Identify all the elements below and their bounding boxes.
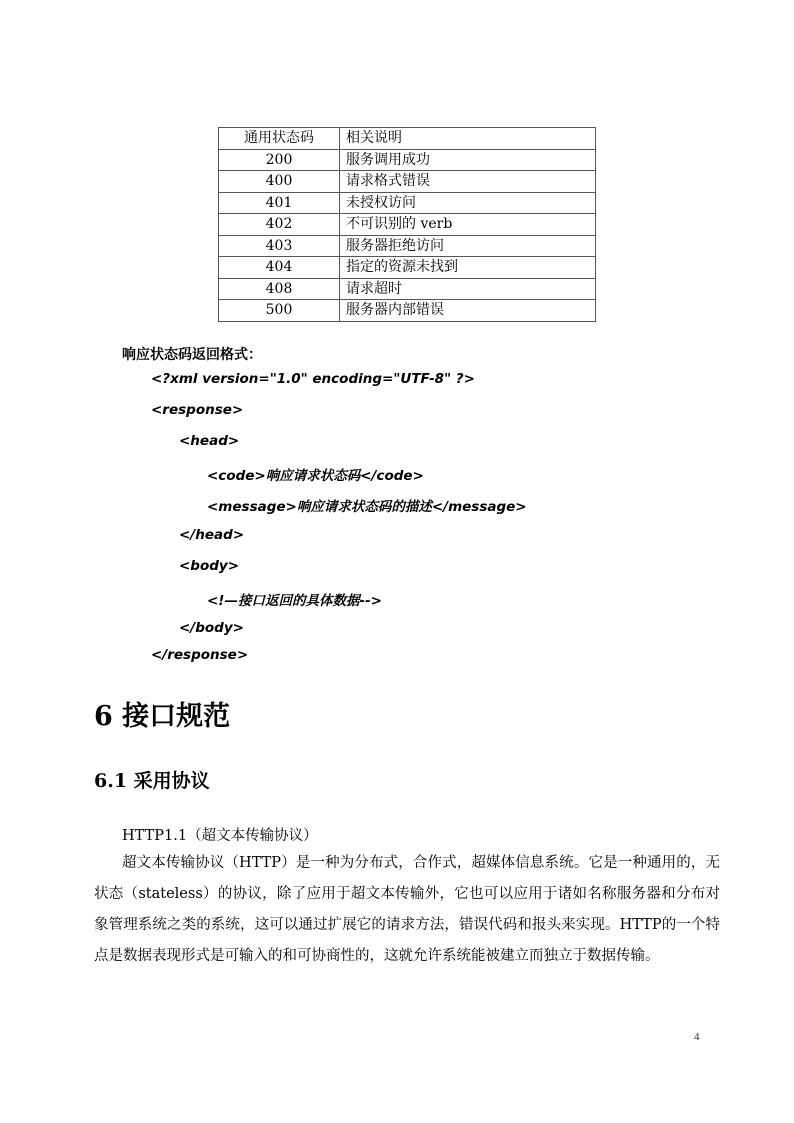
xml-line: <code>响应请求状态码</code> (207, 468, 424, 484)
xml-line: </response> (151, 647, 249, 663)
desc-cell: 服务器拒绝访问 (340, 235, 596, 257)
xml-line: <!—接口返回的具体数据--> (207, 593, 382, 609)
header-desc: 相关说明 (340, 128, 596, 150)
table-row (219, 257, 596, 279)
xml-line: <?xml version="1.0" encoding="UTF-8" ?> (151, 371, 475, 387)
table-row (219, 278, 596, 300)
code-cell: 404 (219, 257, 340, 279)
code-cell: 402 (219, 214, 340, 236)
desc-cell: 服务调用成功 (340, 149, 596, 171)
header-code: 通用状态码 (219, 128, 340, 150)
desc-cell: 请求格式错误 (340, 171, 596, 193)
code-cell: 500 (219, 300, 340, 322)
xml-line: </body> (179, 620, 244, 636)
desc-cell: 服务器内部错误 (340, 300, 596, 322)
page-number: 4 (694, 1031, 700, 1043)
protocol-line: HTTP1.1（超文本传输协议） (122, 828, 318, 844)
table-row (219, 149, 596, 171)
subsection-heading: 6.1 采用协议 (94, 770, 210, 792)
desc-cell: 请求超时 (340, 278, 596, 300)
xml-line: <message>响应请求状态码的描述</message> (207, 499, 527, 515)
body-paragraph: 超文本传输协议（HTTP）是一种为分布式，合作式，超媒体信息系统。它是一种通用的，无状态（stateless）的协议，除了应用于超文本传输外，它也可以应用于诸如名称服务器和分布对象管理系统之类的系统，这可以通过扩展它的请求方法，错误代码和报头来实现。HTTP的一个特点是数据表现形式是可输入的和可协商性的，这就允许系统能被建立而独立于数据传输。 (94, 855, 720, 964)
code-cell: 408 (219, 278, 340, 300)
section-heading: 6 接口规范 (94, 701, 231, 732)
code-cell: 200 (219, 149, 340, 171)
xml-line: <response> (151, 402, 244, 418)
table-row (219, 192, 596, 214)
desc-cell: 不可识别的 verb (340, 214, 596, 236)
code-cell: 400 (219, 171, 340, 193)
table-row (219, 214, 596, 236)
table-row (219, 300, 596, 322)
table-row (219, 235, 596, 257)
desc-cell: 指定的资源未找到 (340, 257, 596, 279)
table-header-row (219, 128, 596, 150)
status-code-table (218, 127, 596, 322)
code-cell: 401 (219, 192, 340, 214)
response-format-title: 响应状态码返回格式： (122, 347, 262, 363)
xml-line: <head> (179, 433, 240, 449)
xml-line: </head> (179, 527, 245, 543)
code-cell: 403 (219, 235, 340, 257)
xml-line: <body> (179, 558, 240, 574)
table-row (219, 171, 596, 193)
desc-cell: 未授权访问 (340, 192, 596, 214)
